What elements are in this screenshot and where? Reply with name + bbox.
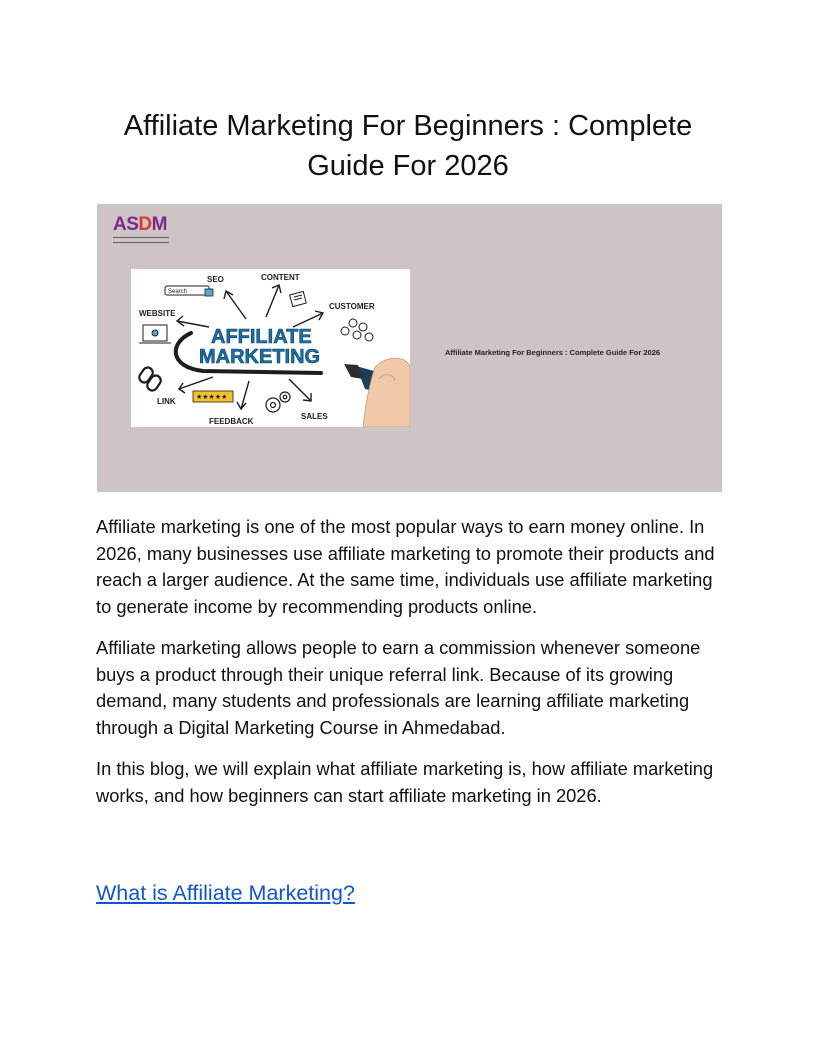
featured-banner xyxy=(97,204,722,492)
laptop-icon xyxy=(139,325,171,343)
logo-letter-a: A xyxy=(113,214,127,235)
article-body xyxy=(96,514,724,824)
people-icon xyxy=(341,319,373,341)
label-sales: SALES xyxy=(301,412,328,421)
logo-letter-d: D xyxy=(138,214,152,235)
paragraph-intro: Affiliate marketing is one of the most popular ways to earn money online. In 2026, many businesses use affiliate marketing to promote their products and reach a larger audience. At the same time, individuals use affiliate marketing to generate income by recommending products online. xyxy=(96,516,715,617)
hand-with-marker xyxy=(344,358,410,427)
search-text: Search xyxy=(168,289,188,295)
label-content: CONTENT xyxy=(261,273,300,282)
document-title: Affiliate Marketing For Beginners : Complete Guide For 2026 xyxy=(123,110,693,182)
feedback-badge xyxy=(193,391,233,402)
label-customer: CUSTOMER xyxy=(329,302,375,311)
document-icon xyxy=(290,291,307,306)
search-bar-sketch xyxy=(165,286,213,296)
section-heading-link-what-is-affiliate-marketing[interactable]: What is Affiliate Marketing? xyxy=(96,881,355,905)
label-website: WEBSITE xyxy=(139,309,176,318)
label-seo: SEO xyxy=(207,275,224,284)
asdm-logo xyxy=(113,212,183,248)
chain-link-icon xyxy=(137,366,162,393)
center-word-affiliate: AFFILIATE xyxy=(211,326,312,348)
banner-caption: Affiliate Marketing For Beginners : Complete Guide For 2026 xyxy=(445,348,661,357)
label-feedback: FEEDBACK xyxy=(209,417,254,426)
paragraph-blog-overview: In this blog, we will explain what affiliate marketing is, how affiliate marketing works, and how beginners can start affiliate marketing in 2026. xyxy=(96,758,714,806)
paragraph-commission: Affiliate marketing allows people to earn a commission whenever someone buys a product through their unique referral link. Because of its growing demand, many students and professionals are learning affiliate marketing through a Digital Marketing Course in Ahmedabad. xyxy=(96,637,701,738)
affiliate-marketing-illustration xyxy=(131,269,410,427)
gears-icon xyxy=(266,392,290,412)
logo-tagline-lines xyxy=(113,237,169,243)
label-link: LINK xyxy=(157,397,176,406)
logo-letter-s: S xyxy=(126,214,139,235)
center-word-marketing: MARKETING xyxy=(199,346,321,368)
svg-text:★★★★★: ★★★★★ xyxy=(196,393,228,401)
logo-letter-m: M xyxy=(151,214,167,235)
